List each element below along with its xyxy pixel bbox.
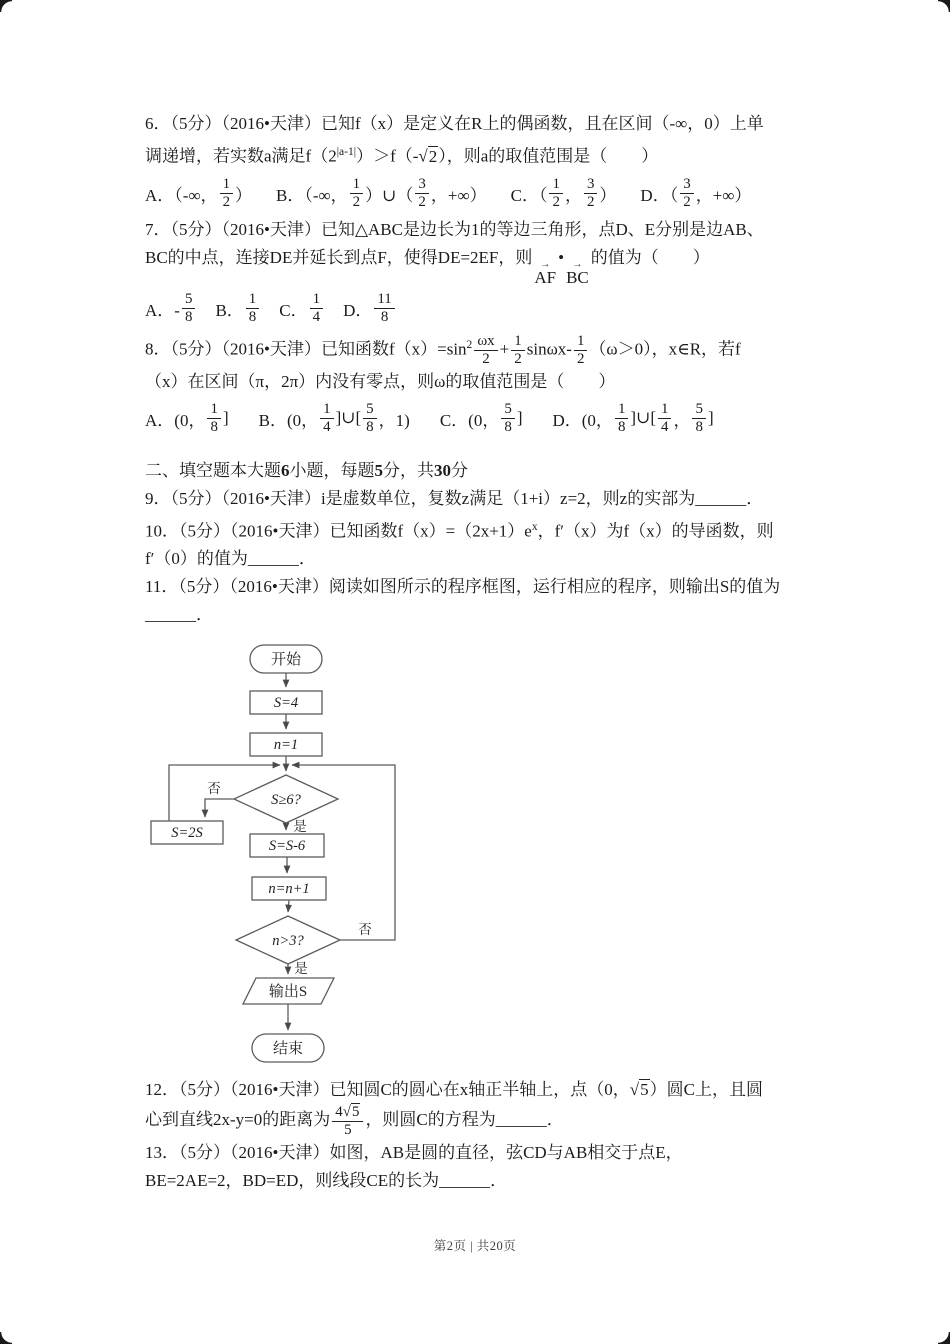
denominator: 2	[574, 350, 587, 368]
fraction	[549, 176, 562, 210]
radicand: 2	[428, 146, 438, 166]
numerator: 1	[248, 290, 257, 307]
q7-option-b	[215, 291, 261, 325]
text-run: ，f′（x）为f（x）的导函数，则	[537, 521, 774, 541]
text-run: 心到直线2x-y=0的距离为	[145, 1110, 331, 1130]
text-run: 二、填空题本大题	[145, 460, 281, 480]
text-run: ）＞f（-	[356, 146, 419, 166]
text-run: C．	[279, 300, 308, 320]
text-run: 调递增，若实数a满足f（2	[145, 146, 337, 166]
start-label: 开始	[270, 652, 302, 669]
dot-operator: •	[558, 247, 565, 267]
n-init-label: n=1	[273, 737, 299, 754]
corner-mark	[938, 1332, 950, 1344]
numerator: 3	[683, 175, 691, 192]
text-run: BC的中点，连接DE并延长到点F，使得DE=2EF，则	[145, 247, 533, 267]
text-run: A．-	[145, 300, 180, 320]
numerator: 1	[222, 175, 231, 192]
vector-af	[534, 258, 557, 287]
text-run: ]	[516, 408, 523, 428]
flow-edge-no-branch	[205, 799, 234, 817]
text-run: B．(0，	[258, 410, 319, 430]
q13-line1: 13．（5分）（2016•天津）如图，AB是圆的直径，弦CD与AB相交于点E，	[145, 1142, 683, 1162]
radicand: 5	[351, 1104, 360, 1121]
flow-node-condition-1	[234, 775, 338, 823]
superscript: 2	[466, 337, 473, 351]
flow-node-s-init	[250, 691, 322, 714]
q8-options-row	[145, 396, 822, 441]
fraction	[615, 401, 628, 435]
question-10	[145, 513, 822, 574]
fraction	[246, 291, 259, 325]
fraction	[501, 401, 514, 435]
question-6	[145, 110, 822, 216]
flowchart	[149, 637, 411, 1067]
text-run: D．（	[640, 185, 679, 205]
q7-line1: 7．（5分）（2016•天津）已知△ABC是边长为1的等边三角形，点D、E分别是边AB、	[145, 219, 764, 239]
text-run: ，+∞）	[430, 185, 487, 205]
text-run: D．	[343, 300, 373, 320]
superscript: x	[531, 519, 538, 533]
numerator: 3	[586, 175, 595, 192]
q13-line2: BE=2AE=2，BD=ED，则线段CE的长为______．	[145, 1170, 508, 1190]
flow-node-start	[250, 645, 322, 673]
radical-sign: √	[418, 146, 428, 166]
condition-1-label: S≥6?	[271, 792, 301, 809]
text-run: ]	[222, 408, 229, 428]
s-minus-label: S=S-6	[268, 838, 306, 855]
text-run: ]∪[	[630, 408, 656, 428]
denominator: 2	[511, 350, 524, 368]
text-run: ]	[707, 408, 714, 428]
denominator: 8	[246, 308, 259, 326]
text-run: ，	[564, 185, 582, 205]
numerator: 11	[377, 290, 392, 307]
q6-option-d	[640, 176, 751, 210]
q6-line2	[145, 138, 822, 171]
flow-label-no-1: 否	[207, 781, 221, 797]
n-inc-label: n=n+1	[268, 881, 310, 898]
q11-line1: 11．（5分）（2016•天津）阅读如图所示的程序框图，运行相应的程序，则输出S的值为	[145, 577, 781, 597]
q8-option-b	[259, 401, 410, 435]
question-13	[145, 1139, 822, 1195]
text-run: （ω＞0），x∈R，若f	[589, 339, 741, 359]
denominator: 8	[692, 418, 705, 436]
denominator: 2	[220, 193, 233, 211]
text-run: +	[499, 339, 510, 359]
text-run: A．（-∞，	[145, 185, 218, 205]
flow-node-n-inc	[252, 877, 326, 900]
denominator: 8	[207, 418, 220, 436]
q6-option-c	[511, 176, 617, 210]
text-run: 的值为（ ）	[590, 247, 710, 267]
text-run: 4	[335, 1104, 343, 1121]
q6-options-row	[145, 171, 822, 216]
text-run: ，则圆C的方程为______．	[365, 1110, 564, 1130]
numerator: 1	[552, 175, 560, 192]
q6-option-a	[145, 176, 252, 210]
numerator: 5	[366, 400, 374, 417]
q10-line1	[145, 513, 822, 546]
fraction	[574, 333, 587, 367]
denominator: 2	[584, 193, 597, 211]
q7-option-c	[279, 291, 325, 325]
flow-label-no-2: 否	[358, 922, 372, 938]
flow-node-condition-2	[236, 916, 340, 964]
question-7	[145, 216, 822, 331]
q7-option-d	[343, 291, 397, 325]
denominator: 4	[320, 418, 333, 436]
denominator: 8	[363, 418, 376, 436]
denominator: 2	[350, 193, 363, 211]
fraction	[474, 333, 497, 367]
flow-node-end	[252, 1034, 324, 1062]
fraction	[584, 176, 597, 210]
question-11	[145, 573, 822, 1072]
text-run: ）	[599, 185, 617, 205]
text-run: ，1)	[378, 410, 410, 430]
flow-node-n-init	[250, 733, 322, 756]
denominator: 2	[549, 193, 562, 211]
question-8	[145, 331, 822, 441]
output-label: 输出S	[268, 984, 308, 1001]
numerator: 1	[576, 333, 585, 350]
fraction	[658, 401, 671, 435]
q8-option-c	[440, 401, 523, 435]
numerator: 1	[352, 175, 361, 192]
flow-edge	[288, 900, 289, 912]
denominator: 8	[615, 418, 628, 436]
q8-option-d	[552, 401, 713, 435]
flow-label-yes-1: 是	[293, 819, 307, 835]
text-run: 10．（5分）（2016•天津）已知函数f（x）=（2x+1）e	[145, 521, 532, 541]
q10-line2: f′（0）的值为______．	[145, 549, 316, 569]
q12-line1	[145, 1076, 822, 1104]
fraction	[207, 401, 220, 435]
text-run: ]∪[	[335, 408, 362, 428]
fraction	[220, 176, 233, 210]
vector-base: BC	[566, 267, 589, 287]
numerator: 1	[323, 400, 331, 417]
q6-option-b	[276, 176, 487, 210]
corner-mark	[0, 0, 12, 12]
numerator: 1	[210, 400, 218, 417]
radicand: 5	[640, 1080, 649, 1100]
flowchart-figure	[149, 637, 822, 1072]
vector-arrow-icon: →	[540, 258, 551, 270]
flow-node-s-minus	[250, 834, 324, 857]
denominator: 5	[332, 1121, 363, 1139]
fraction	[182, 291, 195, 325]
text-run: ，+∞）	[695, 185, 752, 205]
corner-mark	[0, 1332, 12, 1344]
denominator: 8	[182, 308, 195, 326]
text-run: ）	[235, 185, 253, 205]
q8-line1	[145, 331, 822, 368]
s-double-label: S=2S	[171, 825, 203, 842]
q11-line2: ______．	[145, 605, 213, 625]
denominator: 4	[310, 308, 323, 326]
text-run: sinωx-	[526, 339, 572, 359]
numerator: 1	[617, 400, 626, 417]
q12-line2	[145, 1104, 822, 1138]
radical-sign: √	[342, 1104, 351, 1121]
numerator: 5	[695, 400, 703, 417]
text-run: ，	[673, 410, 691, 430]
text-run: 小题，每题	[289, 460, 375, 480]
vector-arrow-icon: →	[572, 258, 583, 270]
numerator	[332, 1104, 363, 1121]
fraction	[415, 176, 428, 210]
sqrt	[418, 146, 438, 166]
fraction	[363, 401, 376, 435]
fraction	[374, 291, 394, 325]
s-init-label: S=4	[273, 695, 299, 712]
text-run: C．(0，	[439, 410, 500, 430]
numerator: 3	[418, 175, 426, 192]
q8-line2: （x）在区间（π，2π）内没有零点，则ω的取值范围是（ ）	[145, 371, 616, 391]
text-run: B．	[215, 300, 244, 320]
text-run: D．(0，	[552, 410, 613, 430]
section-header	[145, 457, 822, 485]
text-run: ）∪（	[365, 185, 414, 205]
sqrt	[630, 1079, 650, 1099]
numerator: 5	[184, 290, 193, 307]
text-run: 8．（5分）（2016•天津）已知函数f（x）=sin	[145, 339, 467, 359]
corner-mark	[938, 0, 950, 12]
q7-options-row	[145, 286, 822, 331]
text-run: 分，共	[383, 460, 434, 480]
radical-sign: √	[629, 1080, 640, 1100]
text-run: ），则a的取值范围是（ ）	[438, 146, 659, 166]
numerator: 1	[312, 290, 321, 307]
q7-option-a	[145, 291, 197, 325]
denominator: 8	[374, 308, 394, 326]
flow-label-yes-2: 是	[294, 961, 308, 977]
text-run: ）圆C上，且圆	[649, 1080, 763, 1100]
flow-node-s-double	[151, 821, 223, 844]
vector-base: AF	[534, 267, 557, 287]
fraction	[511, 333, 524, 367]
denominator: 2	[680, 193, 693, 211]
fraction	[692, 401, 705, 435]
denominator: 2	[415, 193, 428, 211]
fraction	[320, 401, 333, 435]
text-run: A．(0，	[145, 410, 206, 430]
end-label: 结束	[272, 1041, 304, 1058]
numerator: 1	[661, 400, 669, 417]
text-run: B．（-∞，	[276, 185, 348, 205]
bold-number: 30	[434, 460, 451, 480]
condition-2-label: n>3?	[272, 933, 304, 950]
q8-option-a	[145, 401, 229, 435]
q7-line2	[145, 244, 822, 286]
text-run: 12．（5分）（2016•天津）已知圆C的圆心在x轴正半轴上，点（0，	[145, 1080, 630, 1100]
numerator: 5	[504, 400, 512, 417]
bold-number: 5	[374, 460, 383, 480]
text-run: C．（	[510, 185, 548, 205]
bold-number: 6	[281, 460, 290, 480]
page-footer: 第2页 | 共20页	[433, 1239, 517, 1253]
denominator: 4	[658, 418, 671, 436]
numerator: 1	[514, 333, 522, 350]
q6-line1: 6．（5分）（2016•天津）已知f（x）是定义在R上的偶函数，且在区间（-∞，0）上单	[145, 114, 764, 133]
numerator: ωx	[477, 333, 495, 350]
vector-bc	[566, 258, 589, 287]
fraction	[310, 291, 323, 325]
fraction	[332, 1104, 363, 1138]
question-9: 9．（5分）（2016•天津）i是虚数单位，复数z满足（1+i）z=2，则z的实部为______．	[145, 488, 764, 508]
denominator: 8	[501, 418, 514, 436]
fraction	[680, 176, 693, 210]
text-run: 分	[451, 460, 468, 480]
question-12	[145, 1076, 822, 1138]
superscript: |a-1|	[336, 145, 357, 158]
denominator: 2	[474, 350, 497, 368]
flow-node-output	[243, 978, 334, 1004]
fraction	[350, 176, 363, 210]
